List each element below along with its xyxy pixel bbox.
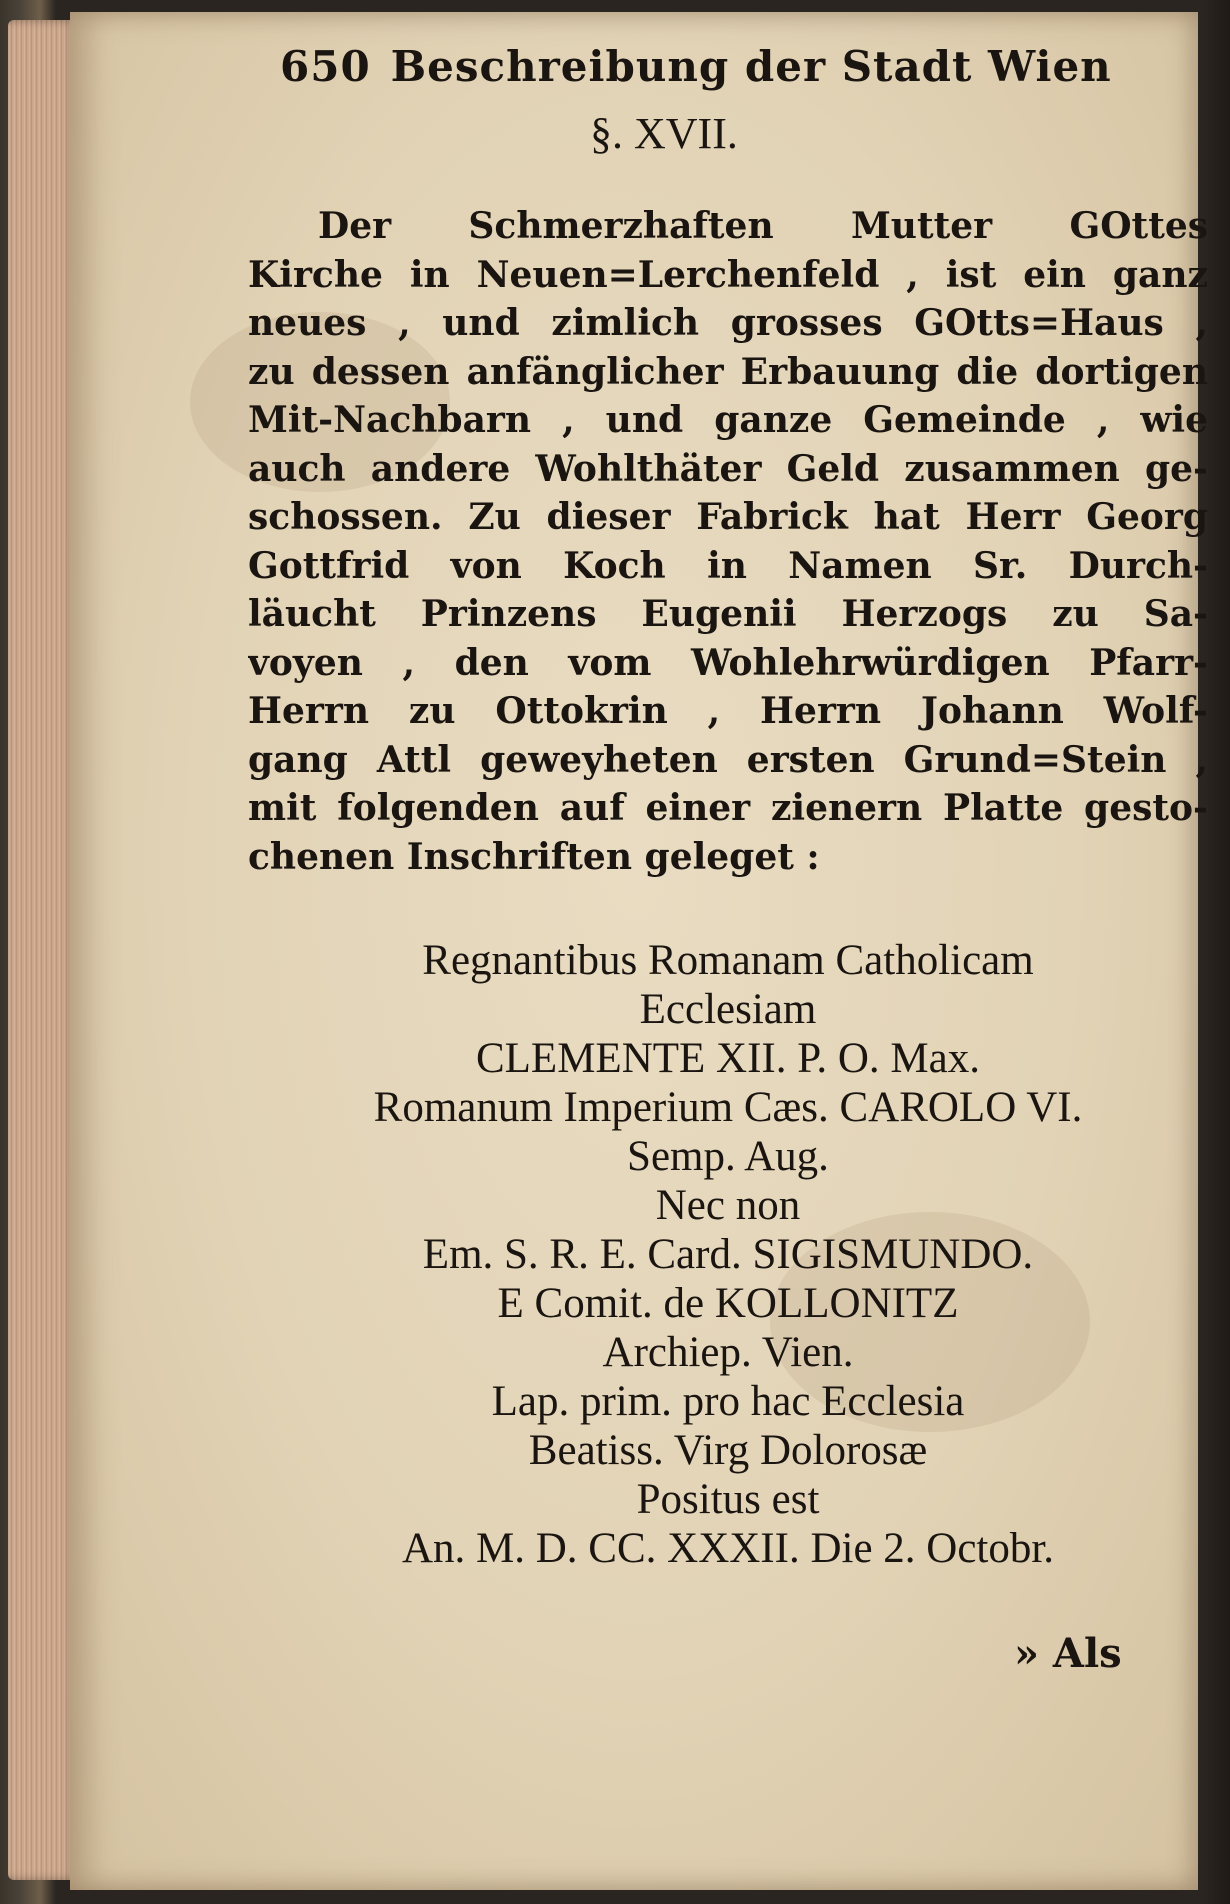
paragraph-line: neues , und zimlich grosses GOtts=Haus , [248,302,1208,344]
inscription-line: Regnantibus Romanam Catholicam [422,937,1034,984]
page-edges [8,20,78,1880]
paragraph-line: Der Schmerzhaften Mutter GOttes [318,205,1208,247]
paragraph [248,202,1208,881]
inscription [248,936,1208,1573]
inscription-line: Positus est [636,1476,820,1523]
paragraph-line: Mit-Nachbarn , und ganze Gemeinde , wie [248,399,1208,441]
paragraph-line: schossen. Zu dieser Fabrick hat Herr Georg [248,496,1208,538]
running-title: Beschreibung der Stadt Wien [390,42,1112,91]
paragraph-line: Kirche in Neuen=Lerchenfeld , ist ein ganz [248,253,1208,296]
inscription-line: Lap. prim. pro hac Ecclesia [491,1378,965,1425]
catchword: » Als [1014,1630,1122,1677]
paragraph-line: zu dessen anfänglicher Erbauung die dortigen [248,350,1208,393]
running-header [280,42,1150,102]
inscription-line: Em. S. R. E. Card. SIGISMUNDO. [422,1231,1034,1278]
paragraph-line: mit folgenden auf einer zienern Platte gesto- [248,787,1208,829]
inscription-line: Semp. Aug. [627,1133,829,1180]
paragraph-line: Herrn zu Ottokrin , Herrn Johann Wolf- [248,690,1208,732]
page-number: 650 [280,42,371,91]
inscription-line: Archiep. Vien. [602,1329,854,1376]
inscription-line: Romanum Imperium Cæs. CAROLO VI. [373,1084,1083,1131]
paragraph-line: auch andere Wohlthäter Geld zusammen ge- [248,447,1208,490]
paragraph-line: voyen , den vom Wohlehrwürdigen Pfarr- [248,641,1208,684]
paragraph-line: chenen Inschriften geleget : [248,835,820,878]
inscription-line: E Comit. de KOLLONITZ [497,1280,959,1327]
page [70,12,1208,1890]
inscription-line: CLEMENTE XII. P. O. Max. [475,1035,980,1082]
paragraph-line: gang Attl geweyheten ersten Grund=Stein , [248,738,1208,781]
paragraph-line: läucht Prinzens Eugenii Herzogs zu Sa- [248,593,1208,635]
inscription-line: Beatiss. Virg Dolorosæ [528,1427,928,1474]
inscription-line: Nec non [655,1182,801,1229]
inscription-line: An. M. D. CC. XXXII. Die 2. Octobr. [401,1525,1055,1572]
inscription-line: Ecclesiam [639,986,817,1033]
section-number: §. XVII. [590,109,738,158]
paragraph-line: Gottfrid von Koch in Namen Sr. Durch- [248,544,1208,587]
